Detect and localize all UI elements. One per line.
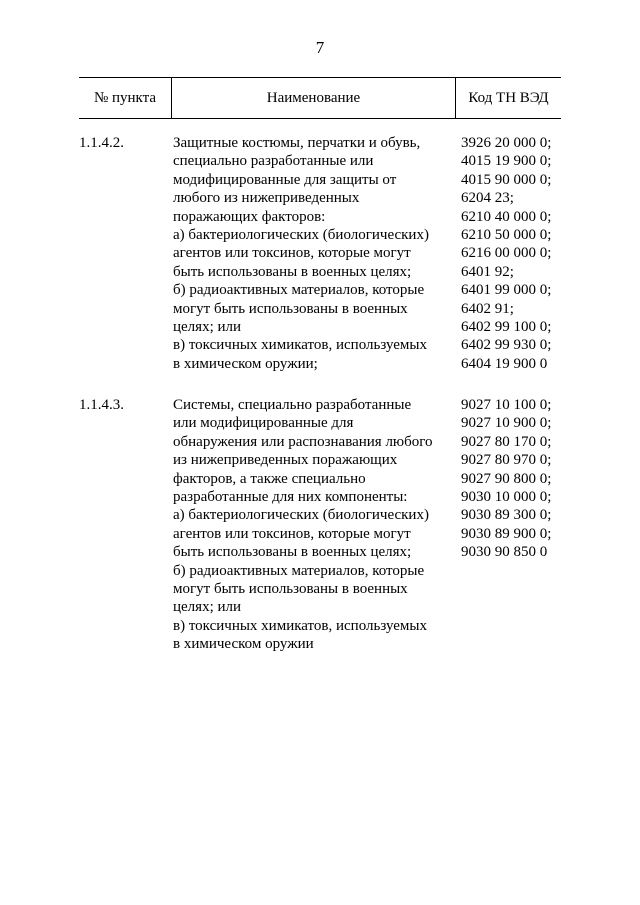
item-name-line: любого из нижеприведенных bbox=[173, 190, 360, 207]
tnved-code: 6402 99 930 0; bbox=[461, 337, 552, 354]
item-name-line: из нижеприведенных поражающих bbox=[173, 452, 398, 469]
header-item-number: № пункта bbox=[93, 90, 157, 106]
item-name-line: обнаружения или распознавания любого bbox=[173, 433, 433, 450]
item-name-line: б) радиоактивных материалов, которые bbox=[173, 562, 425, 579]
tnved-code: 9027 10 100 0; bbox=[461, 397, 552, 413]
item-name bbox=[173, 134, 453, 373]
item-name-line: могут быть использованы в военных bbox=[173, 580, 408, 597]
item-codes bbox=[461, 134, 561, 373]
tnved-code: 4015 90 000 0; bbox=[461, 171, 552, 188]
item-name-line: специально разработанные или bbox=[173, 153, 374, 170]
tnved-code: 6210 50 000 0; bbox=[461, 226, 552, 243]
tnved-code: 6210 40 000 0; bbox=[461, 208, 552, 225]
item-name-line: в химическом оружии; bbox=[173, 355, 318, 372]
item-name-line: модифицированные для защиты от bbox=[173, 171, 397, 188]
tnved-code: 9030 89 900 0; bbox=[461, 525, 552, 542]
item-name-line: б) радиоактивных материалов, которые bbox=[173, 282, 425, 299]
item-name-line: быть использованы в военных целях; bbox=[173, 263, 412, 280]
page-number: 7 bbox=[315, 38, 325, 57]
tnved-code: 6401 92; bbox=[461, 263, 514, 280]
table-header bbox=[79, 77, 561, 119]
item-name-line: в химическом оружии bbox=[173, 636, 314, 653]
tnved-code: 6401 99 000 0; bbox=[461, 282, 552, 299]
item-number: 1.1.4.3. bbox=[79, 397, 124, 413]
item-name-line: факторов, а также специально bbox=[173, 470, 366, 487]
item-name-line: а) бактериологических (биологических) bbox=[173, 226, 429, 243]
item-codes bbox=[461, 396, 561, 562]
item-name-line: поражающих факторов: bbox=[173, 208, 326, 225]
header-name: Наименование bbox=[171, 78, 456, 118]
tnved-code: 6402 99 100 0; bbox=[461, 318, 552, 335]
tnved-code: 6402 91; bbox=[461, 300, 514, 317]
item-name-line: целях; или bbox=[173, 599, 242, 616]
item-name-line: а) бактериологических (биологических) bbox=[173, 507, 429, 524]
item-name-line: агентов или токсинов, которые могут bbox=[173, 245, 411, 262]
item-name-line: быть использованы в военных целях; bbox=[173, 544, 412, 561]
header-code: Код ТН ВЭД bbox=[468, 90, 549, 106]
item-name-line: Защитные костюмы, перчатки и обувь, bbox=[173, 135, 421, 151]
tnved-code: 9030 10 000 0; bbox=[461, 488, 552, 505]
item-name-line: разработанные для них компоненты: bbox=[173, 488, 408, 505]
tnved-code: 6204 23; bbox=[461, 190, 514, 207]
item-number: 1.1.4.2. bbox=[79, 135, 124, 151]
tnved-code: 6404 19 900 0 bbox=[461, 355, 548, 372]
item-name-line: в) токсичных химикатов, используемых bbox=[173, 337, 427, 354]
tnved-code: 9027 80 970 0; bbox=[461, 452, 552, 469]
item-name-line: могут быть использованы в военных bbox=[173, 300, 408, 317]
tnved-code: 4015 19 900 0; bbox=[461, 153, 552, 170]
item-name-line: целях; или bbox=[173, 318, 242, 335]
tnved-code: 6216 00 000 0; bbox=[461, 245, 552, 262]
item-name-line: в) токсичных химикатов, используемых bbox=[173, 617, 427, 634]
item-name bbox=[173, 396, 453, 653]
tnved-code: 9027 10 900 0; bbox=[461, 415, 552, 432]
tnved-code: 9027 80 170 0; bbox=[461, 433, 552, 450]
item-name-line: агентов или токсинов, которые могут bbox=[173, 525, 411, 542]
tnved-code: 9027 90 800 0; bbox=[461, 470, 552, 487]
item-name-line: Системы, специально разработанные bbox=[173, 397, 412, 413]
item-name-line: или модифицированные для bbox=[173, 415, 354, 432]
tnved-code: 9030 90 850 0 bbox=[461, 544, 548, 561]
tnved-code: 9030 89 300 0; bbox=[461, 507, 552, 524]
tnved-code: 3926 20 000 0; bbox=[461, 135, 552, 151]
